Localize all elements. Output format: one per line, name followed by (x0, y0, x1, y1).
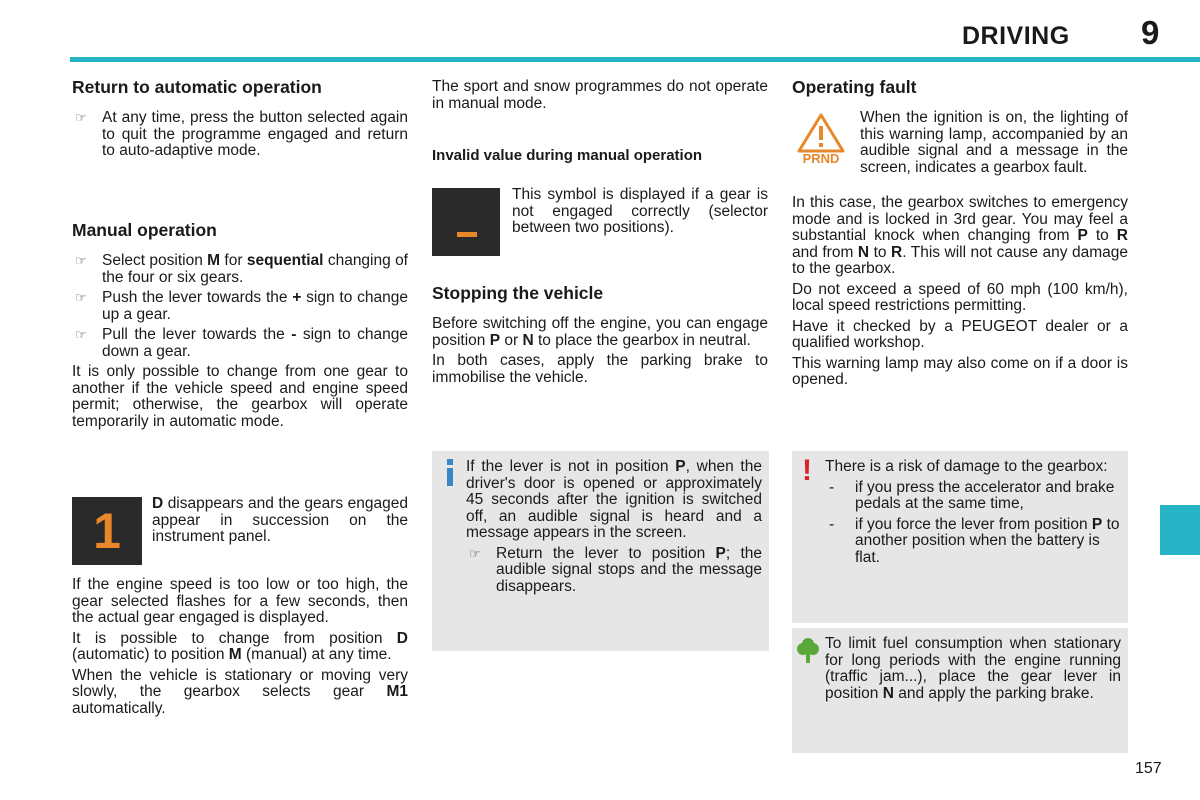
stopping-text: Before switching off the engine, you can engage position P or N to place the gearbox in neutral. (432, 315, 768, 349)
risk-text: There is a risk of damage to the gearbox: (825, 458, 1108, 475)
pointing-hand-icon: ☞ (75, 110, 87, 125)
header-rule (70, 57, 1200, 62)
eco-text: To limit fuel consumption when stationary for long periods with the engine running (traffic jam...), place the gear lever in position N and apply the parking brake. (825, 635, 1121, 702)
dash-mark (457, 232, 477, 237)
chapter-number: 9 (1141, 14, 1160, 51)
d-disappears-text: D disappears and the gears engaged appear in succession on the instrument panel. (152, 495, 408, 545)
door-text: This warning lamp may also come on if a door is opened. (792, 354, 1128, 388)
emergency-text: In this case, the gearbox switches to emergency mode and is locked in 3rd gear. You may feel a substantial knock when changing from P to R and from N to R. This will not cause any damage to the gearbox. (792, 194, 1128, 277)
return-title: Return to automatic operation (72, 77, 322, 97)
invalid-gear-icon (432, 188, 500, 256)
invalid-title: Invalid value during manual operation (432, 147, 703, 164)
gearbox-warning-icon: PRND (796, 112, 846, 172)
pointing-hand-icon: ☞ (75, 327, 87, 342)
pointing-hand-icon: ☞ (75, 290, 87, 305)
fault-text: When the ignition is on, the lighting of this warning lamp, accompanied by an audible signal and a message in the screen, indicates a gearbox fault. (860, 109, 1128, 176)
d-to-m-text: It is possible to change from position D (automatic) to position M (manual) at any time. (72, 629, 408, 663)
manual-bullet-down: ☞ Pull the lever towards the - sign to change down a gear. (75, 326, 408, 360)
operating-fault-title: Operating fault (792, 77, 917, 97)
engine-speed-text: If the engine speed is too low or too high, the gear selected flashes for a few seconds, then the actual gear engaged is displayed. (72, 576, 408, 626)
tree-icon (796, 636, 820, 664)
info-text: If the lever is not in position P, when the driver's door is opened or approximately 45 seconds after the ignition is switched off, an audible signal is heard and a message appears in the screen. (466, 458, 762, 541)
manual-title: Manual operation (72, 220, 217, 240)
stationary-text: When the vehicle is stationary or moving very slowly, the gearbox selects gear M1 automatically. (72, 666, 408, 717)
manual-bullet-up: ☞ Push the lever towards the + sign to change up a gear. (75, 289, 408, 323)
invalid-text: This symbol is displayed if a gear is not engaged correctly (selector between two positions). (512, 186, 768, 236)
chapter-tab (1160, 505, 1200, 555)
sport-snow-text: The sport and snow programmes do not operate in manual mode. (432, 78, 768, 112)
info-icon (444, 459, 456, 487)
return-bullet: ☞ At any time, press the button selected again to quit the programme engaged and return to auto-adaptive mode. (75, 109, 408, 159)
exclamation-icon: ! (802, 454, 812, 487)
risk-item-battery: - if you force the lever from position P to another position when the battery is flat. (829, 515, 1120, 566)
info-bullet: ☞ Return the lever to position P; the audible signal stops and the message disappears. (469, 544, 762, 595)
warning-box (792, 451, 1128, 623)
speed-limit-text: Do not exceed a speed of 60 mph (100 km/h), local speed restrictions permitting. (792, 280, 1128, 314)
pointing-hand-icon: ☞ (469, 545, 481, 561)
page-number: 157 (1135, 760, 1162, 777)
stopping-title: Stopping the vehicle (432, 283, 604, 303)
pointing-hand-icon: ☞ (75, 253, 87, 268)
parking-brake-text: In both cases, apply the parking brake to immobilise the vehicle. (432, 352, 768, 386)
manual-possible-text: It is only possible to change from one gear to another if the vehicle speed and engine speed permit; otherwise, the gearbox will operate temporarily in automatic mode. (72, 363, 408, 430)
eco-box (792, 628, 1128, 753)
manual-bullet-sequential: ☞ Select position M for sequential changing of the four or six gears. (75, 252, 408, 286)
chapter-title: DRIVING (962, 22, 1070, 50)
info-box (432, 451, 769, 651)
dealer-text: Have it checked by a PEUGEOT dealer or a qualified workshop. (792, 317, 1128, 351)
risk-item-pedals: - if you press the accelerator and brake pedals at the same time, (829, 478, 1115, 512)
gear-display-icon: 1 (72, 497, 142, 565)
